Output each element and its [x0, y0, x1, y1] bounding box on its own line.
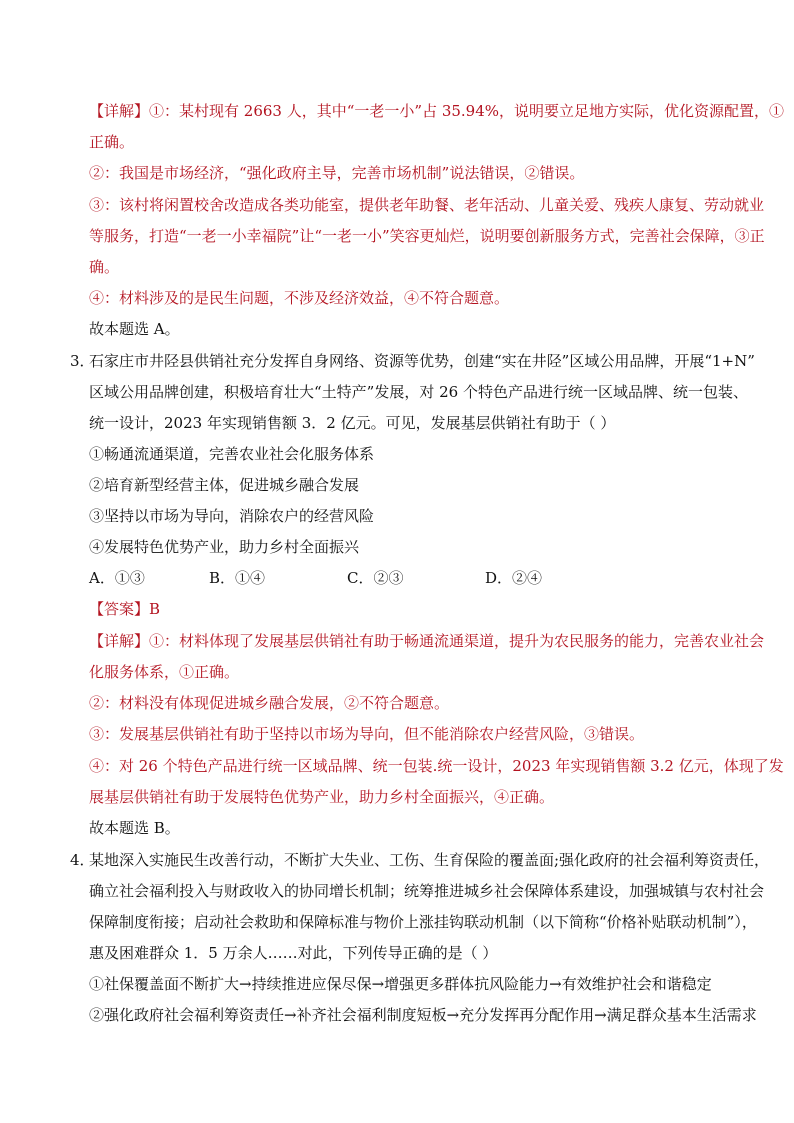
detail-line-6: 展基层供销社有助于发展特色优势产业，助力乡村全面振兴，④正确。: [89, 788, 555, 806]
detail-line-5: 等服务，打造“一老一小幸福院”让“一老一小”笑容更灿烂，说明要创新服务方式，完善社会保障，③正: [89, 227, 765, 245]
statement-item-3: ③坚持以市场为导向，消除农户的经营风险: [89, 507, 375, 525]
question-stem-line-3: 统一设计，2023 年实现销售额 3．2 亿元。可见，发展基层供销社有助于（ ）: [89, 414, 616, 432]
detail-line-4: ③：该村将闲置校舍改造成各类功能室，提供老年助餐、老年活动、儿童关爱、残疾人康复、劳动就业: [89, 196, 765, 214]
statement-item-4: ④发展特色优势产业，助力乡村全面振兴: [89, 538, 360, 556]
question-stem-line-3: 保障制度衔接；启动社会救助和保障标准与物价上涨挂钩联动机制（以下简称“价格补贴联动机制”），: [89, 913, 757, 931]
option-d[interactable]: D．②④: [485, 569, 543, 587]
question-number: 4．: [70, 851, 95, 869]
option-a[interactable]: A．①③: [89, 569, 145, 587]
conclusion-line: 故本题选 A。: [89, 320, 180, 338]
answer-tag: 【答案】: [89, 600, 150, 618]
answer-line: [89, 599, 160, 619]
question-stem-line-2: 区域公用品牌创建，积极培育壮大“土特产”发展，对 26 个特色产品进行统一区域品牌、统一包装、: [89, 383, 748, 401]
statement-item-1: ①畅通流通渠道，完善农业社会化服务体系: [89, 445, 375, 463]
question-stem-line-1: 石家庄市井陉县供销社充分发挥自身网络、资源等优势，创建“实在井陉”区域公用品牌，开展“1+N”: [89, 352, 755, 370]
detail-line-2: 正确。: [89, 133, 135, 151]
option-c[interactable]: C．②③: [347, 569, 404, 587]
conclusion-line: 故本题选 B。: [89, 819, 180, 837]
option-b[interactable]: B．①④: [209, 569, 266, 587]
detail-tag: 【详解】: [89, 632, 150, 650]
question-stem-line-1: 某地深入实施民生改善行动，不断扩大失业、工伤、生育保险的覆盖面;强化政府的社会福利筹资责任，: [89, 851, 770, 869]
detail-line-4: ③：发展基层供销社有助于坚持以市场为导向，但不能消除农户经营风险，③错误。: [89, 725, 645, 743]
detail-line-3: ②：我国是市场经济，“强化政府主导，完善市场机制”说法错误，②错误。: [89, 164, 585, 182]
answer-options: [89, 568, 649, 588]
statement-item-1: ①社保覆盖面不断扩大→持续推进应保尽保→增强更多群体抗风险能力→有效维护社会和谐稳定: [89, 975, 712, 993]
detail-line-1: [89, 631, 764, 651]
statement-item-2: ②强化政府社会福利筹资责任→补齐社会福利制度短板→充分发挥再分配作用→满足群众基本生活需求: [89, 1006, 757, 1024]
detail-line-3: ②：材料没有体现促进城乡融合发展，②不符合题意。: [89, 694, 450, 712]
detail-line-6: 确。: [89, 258, 120, 276]
question-stem-line-2: 确立社会福利投入与财政收入的协同增长机制；统筹推进城乡社会保障体系建设，加强城镇与农村社会: [89, 882, 765, 900]
question-number: 3．: [70, 352, 95, 370]
detail-text: ①：某村现有 2663 人，其中“一老一小”占 35.94%，说明要立足地方实际，优化资源配置，①: [149, 102, 785, 120]
statement-item-2: ②培育新型经营主体，促进城乡融合发展: [89, 476, 360, 494]
detail-line-2: 化服务体系，①正确。: [89, 663, 240, 681]
answer-value: B: [149, 600, 161, 618]
detail-tag: 【详解】: [89, 102, 150, 120]
detail-line-1: [89, 101, 784, 121]
detail-text: ①：材料体现了发展基层供销社有助于畅通流通渠道，提升为农民服务的能力，完善农业社会: [149, 632, 765, 650]
detail-line-7: ④：材料涉及的是民生问题，不涉及经济效益，④不符合题意。: [89, 289, 510, 307]
detail-line-5: ④：对 26 个特色产品进行统一区域品牌、统一包装.统一设计，2023 年实现销售额 3.2 亿元，体现了发: [89, 757, 784, 775]
question-stem-line-4: 惠及困难群众 1．5 万余人……对此，下列传导正确的是（ ）: [89, 944, 498, 962]
